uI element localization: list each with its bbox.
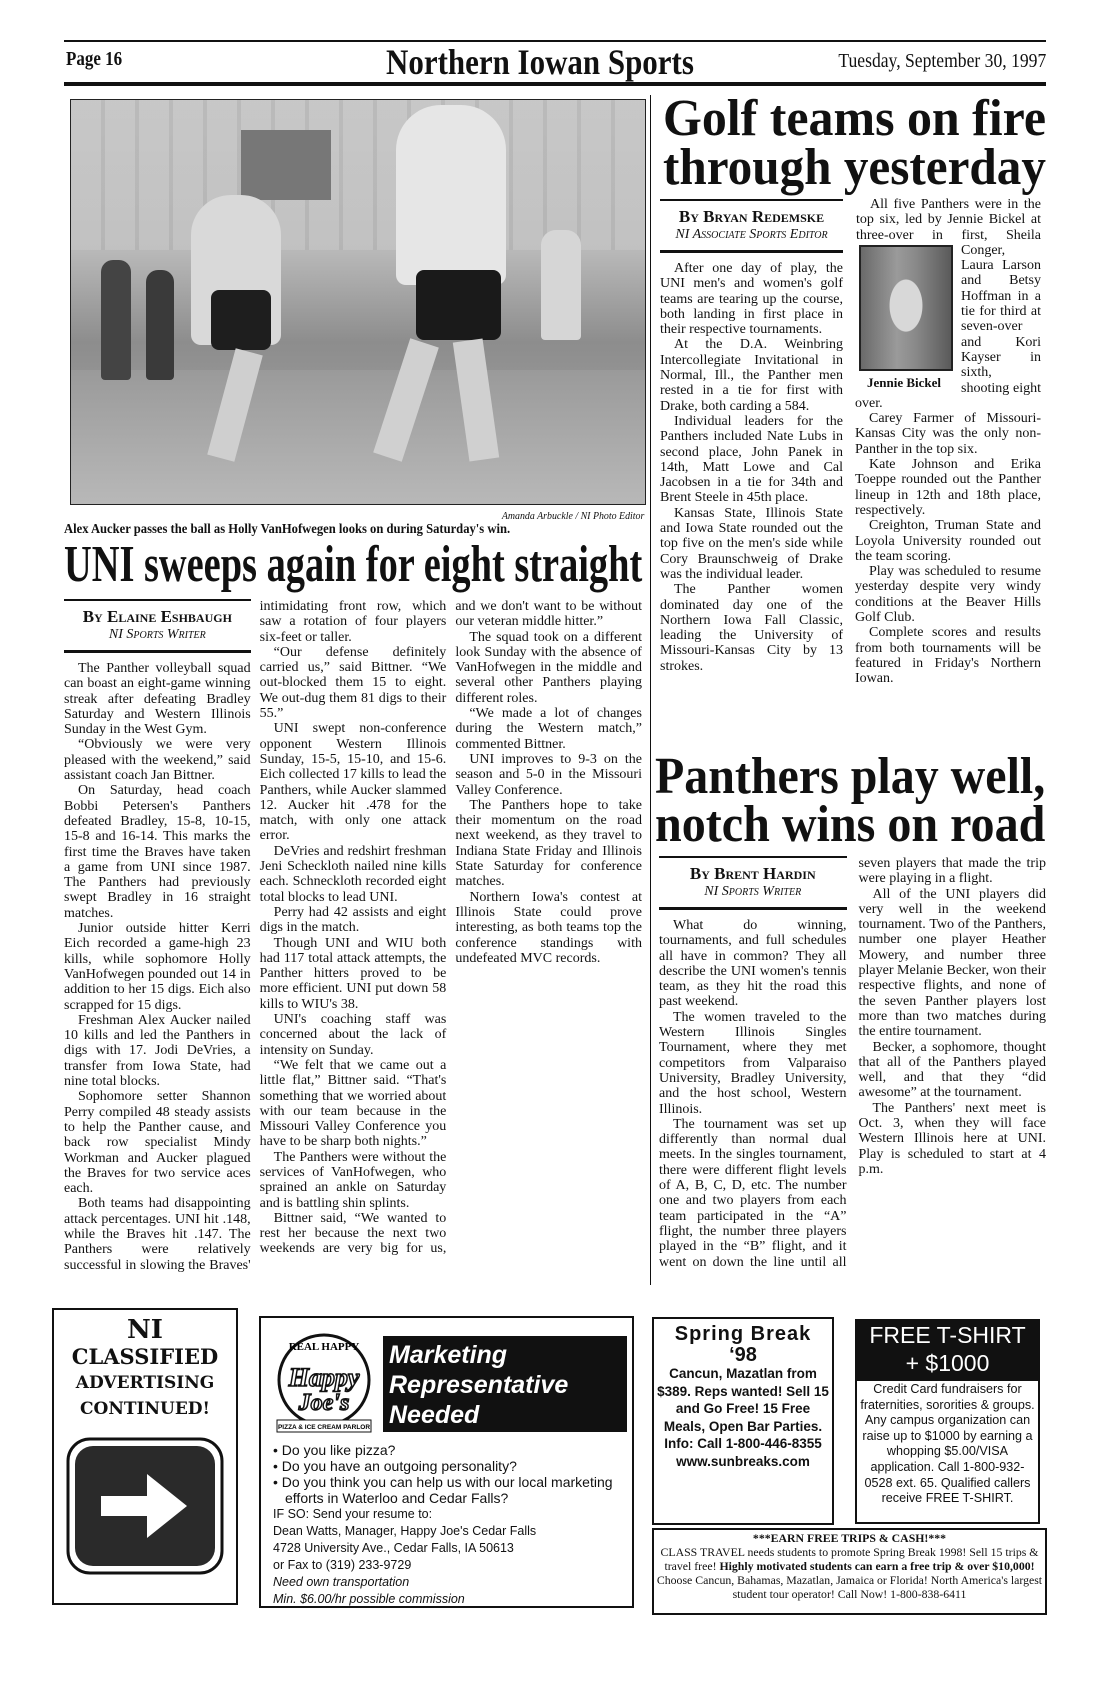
paragraph: Freshman Alex Aucker nailed 10 kills and led the Panthers in digs with 17. Jodi DeVries, a transfer from Iowa State, had nine total blocks. [64,1012,251,1090]
tshirt-body: Credit Card fundraisers for fraternities, sororities & groups. Any campus organization can raise up to $1000 by earning a whopping $5.00/VISA application. Call 1-800-932-0528 ext. 65. Qualified callers receive FREE T-SHIRT. [855,1379,1040,1524]
paragraph: The Panthers' next meet is Oct. 3, when they will face Western Illinois here at UNI. Play is scheduled to start at 4 p.m. [858,1100,1046,1177]
paragraph: Bittner said, “We wanted to rest her because the next two weekends are very big for us, and we don't want to be without our veteran middle hitter.” [259,599,642,1257]
classified-ad [52,1308,238,1605]
happy-joes-logo [269,1328,379,1438]
classified-line-4: CONTINUED! [79,1399,210,1419]
spring-break-body: Cancun, Mazatlan from $389. Reps wanted! Sell 15 and Go Free! 15 Free Meals, Open Bar Parties. Info: Call 1-800-446-8355 [657,1366,829,1451]
spring-break-ad [652,1317,834,1525]
paragraph: What do winning, tournaments, and full schedules all have in common? They all describe the UNI women's tennis team, as they hit the road this past weekend. [659,918,847,1010]
svg-text:Happy: Happy [288,1363,360,1392]
happy-joes-details [273,1442,629,1608]
golf-headline-line-2-box [663,139,1046,196]
tennis-headline-line-1: Panthers play well, [655,748,1046,805]
paragraph: Carey Farmer of Missouri-Kansas City was the only non-Panther in the top six. [855,411,1041,457]
paragraph: The Panthers hope to take their momentum on the road next weekend, as they travel to Indiana State Friday and Illinois State Saturday for conference matches. [455,797,642,890]
paragraph: Becker, a sophomore, thought that all of the Panthers played well, and that they “did awesome” at the tournament. [858,1039,1046,1101]
paragraph: The women traveled to the Western Illinois Singles Tournament, where they met competitors from Valparaiso University, Bradley University, and the host school, Western Illinois. [659,1009,847,1117]
headshot-figure [855,245,953,390]
tennis-headline-line-2-box [655,796,1046,853]
paragraph: UNI swept non-conference opponent Western Illinois Sunday, 15-5, 15-10, and 15-6. Eich collected 17 kills to lead the Panthers, while Aucker slammed 12. Aucker hit .478 for the match, with only one attack error. [259,721,447,844]
golf-article-col-2 [855,197,1041,687]
jennie-bickel-headshot [859,245,953,371]
classified-line-1: NI [127,1315,163,1345]
header-bottom-rule [64,82,1046,86]
note-line: Need own transportation [273,1575,410,1589]
paragraph: On Saturday, head coach Bobbi Petersen's Panthers defeated Bradley, 15-8, 10-15, 15-8 and 16-14. This marks the first time the Braves have taken a game from UNI since 1987. The Panthers had previously swept Bradley in 16 straight matches. [64,783,251,921]
contact-line: IF SO: Send your resume to: [273,1507,433,1521]
tshirt-banner [855,1319,1040,1379]
paragraph: DeVries and redshirt freshman Jeni Scheckloth nailed nine kills each. Schneckloth recorded eight total blocks to lead UNI. [259,843,447,905]
column-divider [650,95,651,1285]
paragraph: Complete scores and results from both tournaments will be featured in Friday's Northern Iowan. [855,625,1041,687]
spring-break-year: ‘98 [729,1344,757,1366]
photo-caption: Alex Aucker passes the ball as Holly VanHofwegen looks on during Saturday's win. [64,522,511,537]
page-number: Page 16 [66,48,123,70]
golf-headline-line-1: Golf teams on fire [663,90,1047,147]
svg-text:PIZZA & ICE CREAM PARLOR: PIZZA & ICE CREAM PARLOR [277,1424,371,1431]
byline-author: By Brent Hardin [689,864,816,883]
paragraph: UNI's coaching staff was concerned about the lack of intensity on Sunday. [259,1012,447,1058]
paragraph: The Panther volleyball squad can boast an eight-game winning streak after defeating Bradley Saturday and Western Illinois Sunday in the West Gym. [64,661,251,738]
paragraph: Both teams had disappointing attack percentages. UNI hit .148, while the Braves hit .147. The Panthers were relatively successful in slowing the Braves' intimidating front row, which saw a rotation of four players six-feet or taller. [64,599,447,1273]
photo-credit: Amanda Arbuckle / NI Photo Editor [501,510,644,522]
contact-line: Dean Watts, Manager, Happy Joe's Cedar Falls [273,1524,537,1538]
volleyball-byline [64,599,251,653]
byline-role: NI Associate Sports Editor [675,227,828,242]
banner-line-2: Representative [389,1371,569,1399]
section-title: Northern Iowan Sports [386,42,694,82]
tennis-byline [659,856,847,910]
paragraph: “Obviously we were very pleased with the weekend,” said assistant coach Jan Bittner. [64,737,251,784]
paragraph: All five Panthers were in the top six, led by Jennie Bickel at three-over in first, Sheila Conger, Laura Larson and Betsy Hoffman in a tie for third at seven-over and Kori Kayser in sixth, shooting eight over. [855,197,1041,411]
paragraph: Sophomore setter Shannon Perry compiled 48 steady assists to help the Panther cause, and back row specialist Mindy Workman and Aucker plagued the Braves for two service aces each. [64,1089,251,1197]
tennis-headline-line-2: notch wins on road [655,796,1046,853]
paragraph: UNI improves to 9-3 on the season and 5-0 in the Missouri Valley Conference. [455,751,642,798]
paragraph: Play was scheduled to resume yesterday despite very windy conditions at the Beaver Hills Golf Club. [855,564,1041,626]
golf-byline [660,199,843,253]
tennis-article [659,856,1046,1284]
paragraph: Individual leaders for the Panthers included Nate Lubs in second place, John Panek in 14th, Matt Lowe and Cal Jacobsen in a tie for 34th and Brent Steele in 45th place. [660,413,843,506]
svg-text:Joe's: Joe's [298,1390,350,1416]
note-line: Min. $6.00/hr possible commission [273,1592,465,1606]
paragraph: The squad took on a different look Sunday with the absence of VanHofwegen in the middle and several other Panthers playing different roles. [455,629,642,706]
paragraph: The tournament was set up differently than normal dual meets. In the singles tournament, there were different flight levels of A, B, C, D, etc. The number one and two players from each team participated in the “A” flight, the number three players played in the “B” flight, and it went on down the line until all seven players that made the trip were playing in a flight. [659,856,1046,1270]
volleyball-headline-box [64,536,643,593]
paragraph: Though UNI and WIU both had 117 total attack attempts, the Panther hitters proved to be more efficient. UNI put down 58 kills to WIU's 38. [259,935,447,1012]
class-travel-body: CLASS TRAVEL needs students to promote Spring Break 1998! Sell 15 trips & travel free! Highly motivated students can earn a free trip & over $10,000! Choose Cancun, Bahamas, Mazatlan, Jamaica or Florida! North America's largest student tour operator! Call Now! 1-800-838-6411 [656,1545,1043,1601]
paragraph: Junior outside hitter Kerri Eich recorded a game-high 23 kills, while sophomore Holly VanHofwegen pounded out 14 in addition to her 15 digs. Eich also scrapped for 15 digs. [64,921,251,1013]
headshot-caption: Jennie Bickel [866,375,942,390]
bullet-item: • Do you think you can help us with our local marketing efforts in Waterloo and Cedar Falls? [273,1474,613,1506]
bullet-item: • Do you have an outgoing personality? [273,1458,517,1474]
tshirt-amount: + $1000 [905,1350,990,1376]
svg-text:REAL HAPPY: REAL HAPPY [288,1341,360,1353]
happy-joes-ad [259,1316,634,1608]
class-travel-title: ***EARN FREE TRIPS & CASH!*** [752,1531,947,1545]
paragraph: The Panthers were without the services of VanHofwegen, who sprained an ankle on Saturday and is battling shin splints. [259,1149,447,1211]
paragraph: After one day of play, the UNI men's and women's golf teams are tearing up the course, both landing in first place in their respective tournaments. [660,261,843,338]
tennis-headline-line-1-box [655,748,1046,805]
paragraph: Perry had 42 assists and eight digs in the match. [259,904,447,936]
paragraph: “Our defense definitely carried us,” said Bittner. “We out-blocked them 15 to eight. We out-dug them 81 digs to their 55.” [259,644,447,722]
tshirt-ad [855,1319,1040,1527]
article-body [660,261,843,674]
paragraph: All of the UNI players did very well in the weekend tournament. Two of the Panthers, number one player Heather Mowery, and number three player Melanie Becker, won their respective flights, and none of the seven Panther players lost more than two matches during the entire tournament. [858,886,1046,1040]
marketing-banner [383,1336,627,1432]
contact-line: 4728 University Ave., Cedar Falls, IA 50613 [273,1541,514,1555]
golf-headline-line-2: through yesterday [663,139,1046,196]
article-body [659,856,1046,1284]
paragraph: Kansas State, Illinois State and Iowa State rounded out the top five on the men's side while Cory Braunschweig of Drake was the individual leader. [660,505,843,582]
paragraph: Kate Johnson and Erika Toeppe rounded out the Panther lineup in 12th and 18th place, respectively. [855,457,1041,518]
tshirt-title: FREE T-SHIRT [869,1322,1026,1348]
classified-line-3: ADVERTISING [75,1373,215,1393]
banner-line-1: Marketing [389,1341,508,1369]
spring-break-title: Spring Break [674,1323,812,1345]
contact-line: or Fax to (319) 233-9729 [273,1558,412,1572]
paragraph: “We made a lot of changes during the Western match,” commented Bittner. [455,706,642,752]
byline-author: By Bryan Redemske [678,207,825,226]
byline-role: NI Sports Writer [704,884,802,899]
paragraph: Northern Iowa's contest at Illinois State could prove interesting, as both teams top the conference standings with undefeated MVC records. [455,889,642,966]
paragraph: The Panther women dominated day one of the Northern Iowa Fall Classic, leading the University of Missouri-Kansas City by 13 strokes. [660,582,843,674]
spring-break-url[interactable]: www.sunbreaks.com [676,1453,810,1469]
golf-article-col-1 [660,199,843,674]
class-travel-ad [652,1528,1047,1615]
arrow-right-icon [65,1436,225,1576]
bullet-item: • Do you like pizza? [273,1442,396,1458]
volleyball-photo [70,99,646,505]
volleyball-headline: UNI sweeps again for eight straight [64,536,643,593]
paragraph: “We felt that we came out a little flat,” Bittner said. “That's something that we worried about with our team because in the Missouri Valley Conference you have to be sharp both nights.” [259,1057,447,1150]
classified-line-2: CLASSIFIED [71,1344,219,1369]
volleyball-article [64,599,642,1283]
article-body [64,599,642,1283]
golf-headline-line-1-box [663,90,1047,147]
byline-role: NI Sports Writer [108,627,206,642]
byline-author: By Elaine Eshbaugh [82,607,232,626]
paragraph: At the D.A. Weinbring Intercollegiate Invitational in Normal, Ill., the Panther men rested in a tie for first with Drake, both carding a 584. [660,337,843,414]
paragraph: Creighton, Truman State and Loyola University rounded out the team scoring. [855,518,1041,564]
issue-date: Tuesday, September 30, 1997 [838,50,1046,72]
banner-line-3: Needed [389,1401,480,1429]
